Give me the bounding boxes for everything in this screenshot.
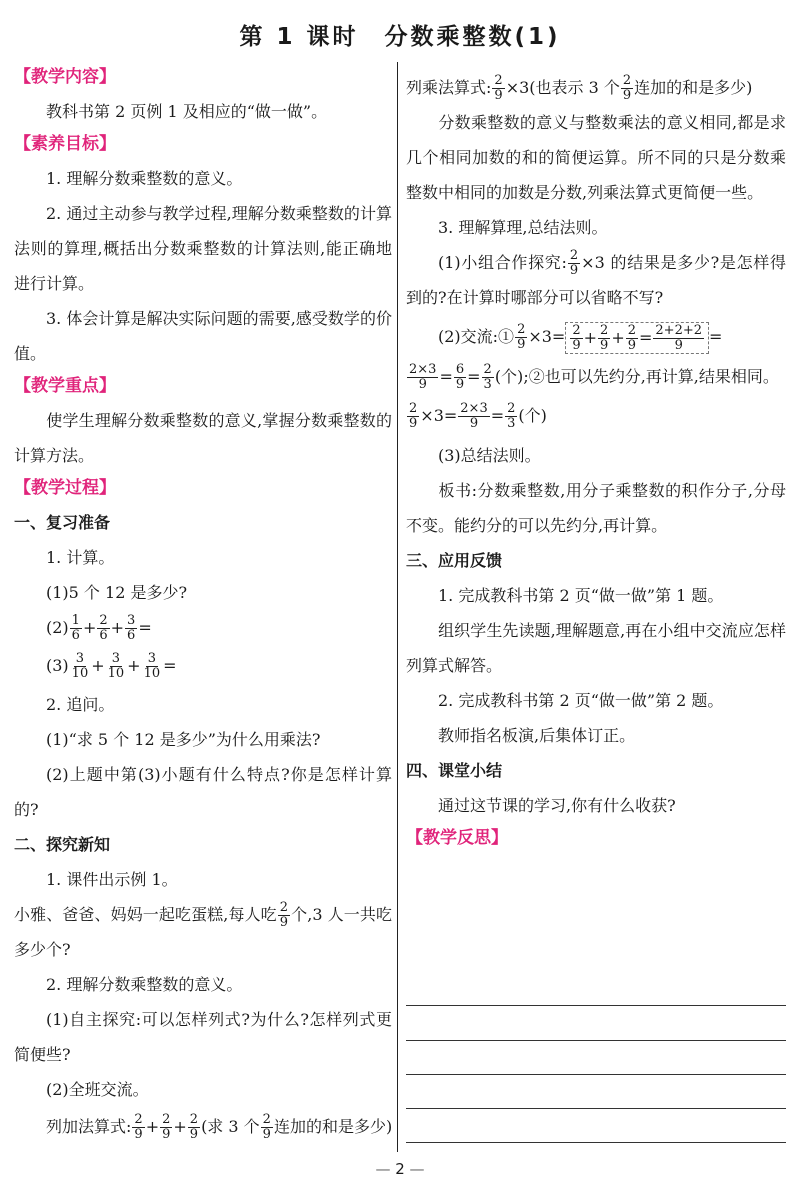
explore-c1: (1)小组合作探究: $\frac{2}{9}$ ×3 的结果是多少?是怎样得到的?在计算时哪部分可以省略不写? <box>406 248 786 307</box>
fraction: $\frac{1}{6}$ <box>71 613 80 643</box>
fraction: $\frac{3}{10}$ <box>143 651 161 681</box>
tag-key-points: 【教学重点】 <box>14 376 116 396</box>
feedback-p4: 教师指名板演,后集体订正。 <box>438 726 636 745</box>
reflection-line <box>406 1005 786 1006</box>
review-a2: (2)上题中第(3)小题有什么特点?你是怎样计算的? <box>14 765 392 819</box>
right-column <box>406 62 786 855</box>
feedback-p2: 组织学生先读题,理解题意,再在小组中交流应怎样列算式解答。 <box>406 621 786 675</box>
explore-s1: (1)自主探究:可以怎样列式?为什么?怎样列式更简便些? <box>14 1010 392 1064</box>
tag-process: 【教学过程】 <box>14 478 116 498</box>
review-q3: (3) $\frac{3}{10}$ + $\frac{3}{10}$ + $\frac{3}{10}$ = <box>46 651 177 681</box>
reflection-line <box>406 1040 786 1041</box>
rule-text: 板书:分数乘整数,用分子乘整数的积作分子,分母不变。能约分的可以先约分,再计算。 <box>406 481 786 535</box>
fraction: $\frac{2}{9}$ <box>279 900 289 930</box>
fraction: $\frac{3}{10}$ <box>107 651 125 681</box>
key-text: 使学生理解分数乘整数的意义,掌握分数乘整数的计算方法。 <box>14 411 392 465</box>
explore-c3: (3)总结法则。 <box>438 446 541 465</box>
page-number: — 2 — <box>375 1160 425 1178</box>
goal-2: 2. 通过主动参与教学过程,理解分数乘整数的计算法则的算理,概括出分数乘整数的计算法则,能正确地进行计算。 <box>14 204 392 293</box>
dashed-box-expression: $\frac{2}{9}$ + $\frac{2}{9}$ + $\frac{2}{9}$ = $\frac{2+2+2}{9}$ <box>565 322 709 354</box>
review-a1: (1)“求 5 个 12 是多少”为什么用乘法? <box>46 730 321 749</box>
lesson-number: 第 1 课时 <box>239 24 359 50</box>
explore-item-1: 1. 课件出示例 1。 <box>46 870 178 889</box>
addition-expression: 列加法算式: $\frac{2}{9}$ + $\frac{2}{9}$ + $\frac{2}{9}$ (求 3 个 $\frac{2}{9}$ 连加的和是多少) <box>46 1112 393 1142</box>
review-item-1: 1. 计算。 <box>46 548 115 567</box>
explore-item-2: 2. 理解分数乘整数的意义。 <box>46 975 243 994</box>
fraction: $\frac{2}{6}$ <box>99 613 108 643</box>
lesson-topic: 分数乘整数(1) <box>384 24 561 50</box>
reflection-line <box>406 1142 786 1143</box>
review-item-2: 2. 追问。 <box>46 695 115 714</box>
fraction: $\frac{3}{10}$ <box>71 651 89 681</box>
column-divider <box>397 62 398 1152</box>
review-q2: (2) $\frac{1}{6}$ + $\frac{2}{6}$ + $\frac{3}{6}$ = <box>46 613 152 643</box>
feedback-p3: 2. 完成教科书第 2 页“做一做”第 2 题。 <box>438 691 724 710</box>
section-heading-explore: 二、探究新知 <box>14 835 111 854</box>
explore-s2: (2)全班交流。 <box>46 1080 149 1099</box>
section-heading-review: 一、复习准备 <box>14 513 111 532</box>
multiplication-expression: 列乘法算式: $\frac{2}{9}$ ×3(也表示 3 个 $\frac{2}{9}$ 连加的和是多少) <box>406 73 753 103</box>
tag-goals: 【素养目标】 <box>14 134 116 154</box>
left-column <box>14 62 392 1147</box>
feedback-p1: 1. 完成教科书第 2 页“做一做”第 1 题。 <box>438 586 724 605</box>
goal-3: 3. 体会计算是解决实际问题的需要,感受数学的价值。 <box>14 309 392 363</box>
page-title <box>0 18 800 51</box>
reduce-first-expression: $\frac{2}{9}$ ×3= $\frac{2\times 3}{9}$ = $\frac{2}{3}$ (个) <box>409 401 547 431</box>
explore-item-3: 3. 理解算理,总结法则。 <box>438 218 608 237</box>
tag-teaching-content: 【教学内容】 <box>14 67 116 87</box>
section-heading-summary: 四、课堂小结 <box>406 761 503 780</box>
tag-reflection: 【教学反思】 <box>406 828 508 848</box>
review-q1: (1)5 个 12 是多少? <box>46 583 188 602</box>
exchange-step-1: (2)交流:① $\frac{2}{9}$ ×3= $\frac{2}{9}$ + $\frac{2}{9}$ + $\frac{2}{9}$ = $\frac{2+2+2}{9}$ = <box>438 322 723 353</box>
goal-1: 1. 理解分数乘整数的意义。 <box>46 169 243 188</box>
section-heading-feedback: 三、应用反馈 <box>406 551 503 570</box>
summary-p1: 通过这节课的学习,你有什么收获? <box>438 796 676 815</box>
example-text: 小雅、爸爸、妈妈一起吃蛋糕,每人吃 $\frac{2}{9}$ 个,3 人一共吃多少个? <box>14 900 392 959</box>
reflection-line <box>406 1108 786 1109</box>
meaning-text: 分数乘整数的意义与整数乘法的意义相同,都是求几个相同加数的和的简便运算。所不同的只是分数乘整数中相同的加数是分数,列乘法算式更简便一些。 <box>406 113 786 202</box>
content-text: 教科书第 2 页例 1 及相应的“做一做”。 <box>46 102 328 121</box>
reflection-line <box>406 1074 786 1075</box>
exchange-step-2: $\frac{2\times 3}{9}$ = $\frac{6}{9}$ = $\frac{2}{3}$ (个);②也可以先约分,再计算,结果相同。 <box>409 362 779 392</box>
fraction: $\frac{3}{6}$ <box>127 613 136 643</box>
